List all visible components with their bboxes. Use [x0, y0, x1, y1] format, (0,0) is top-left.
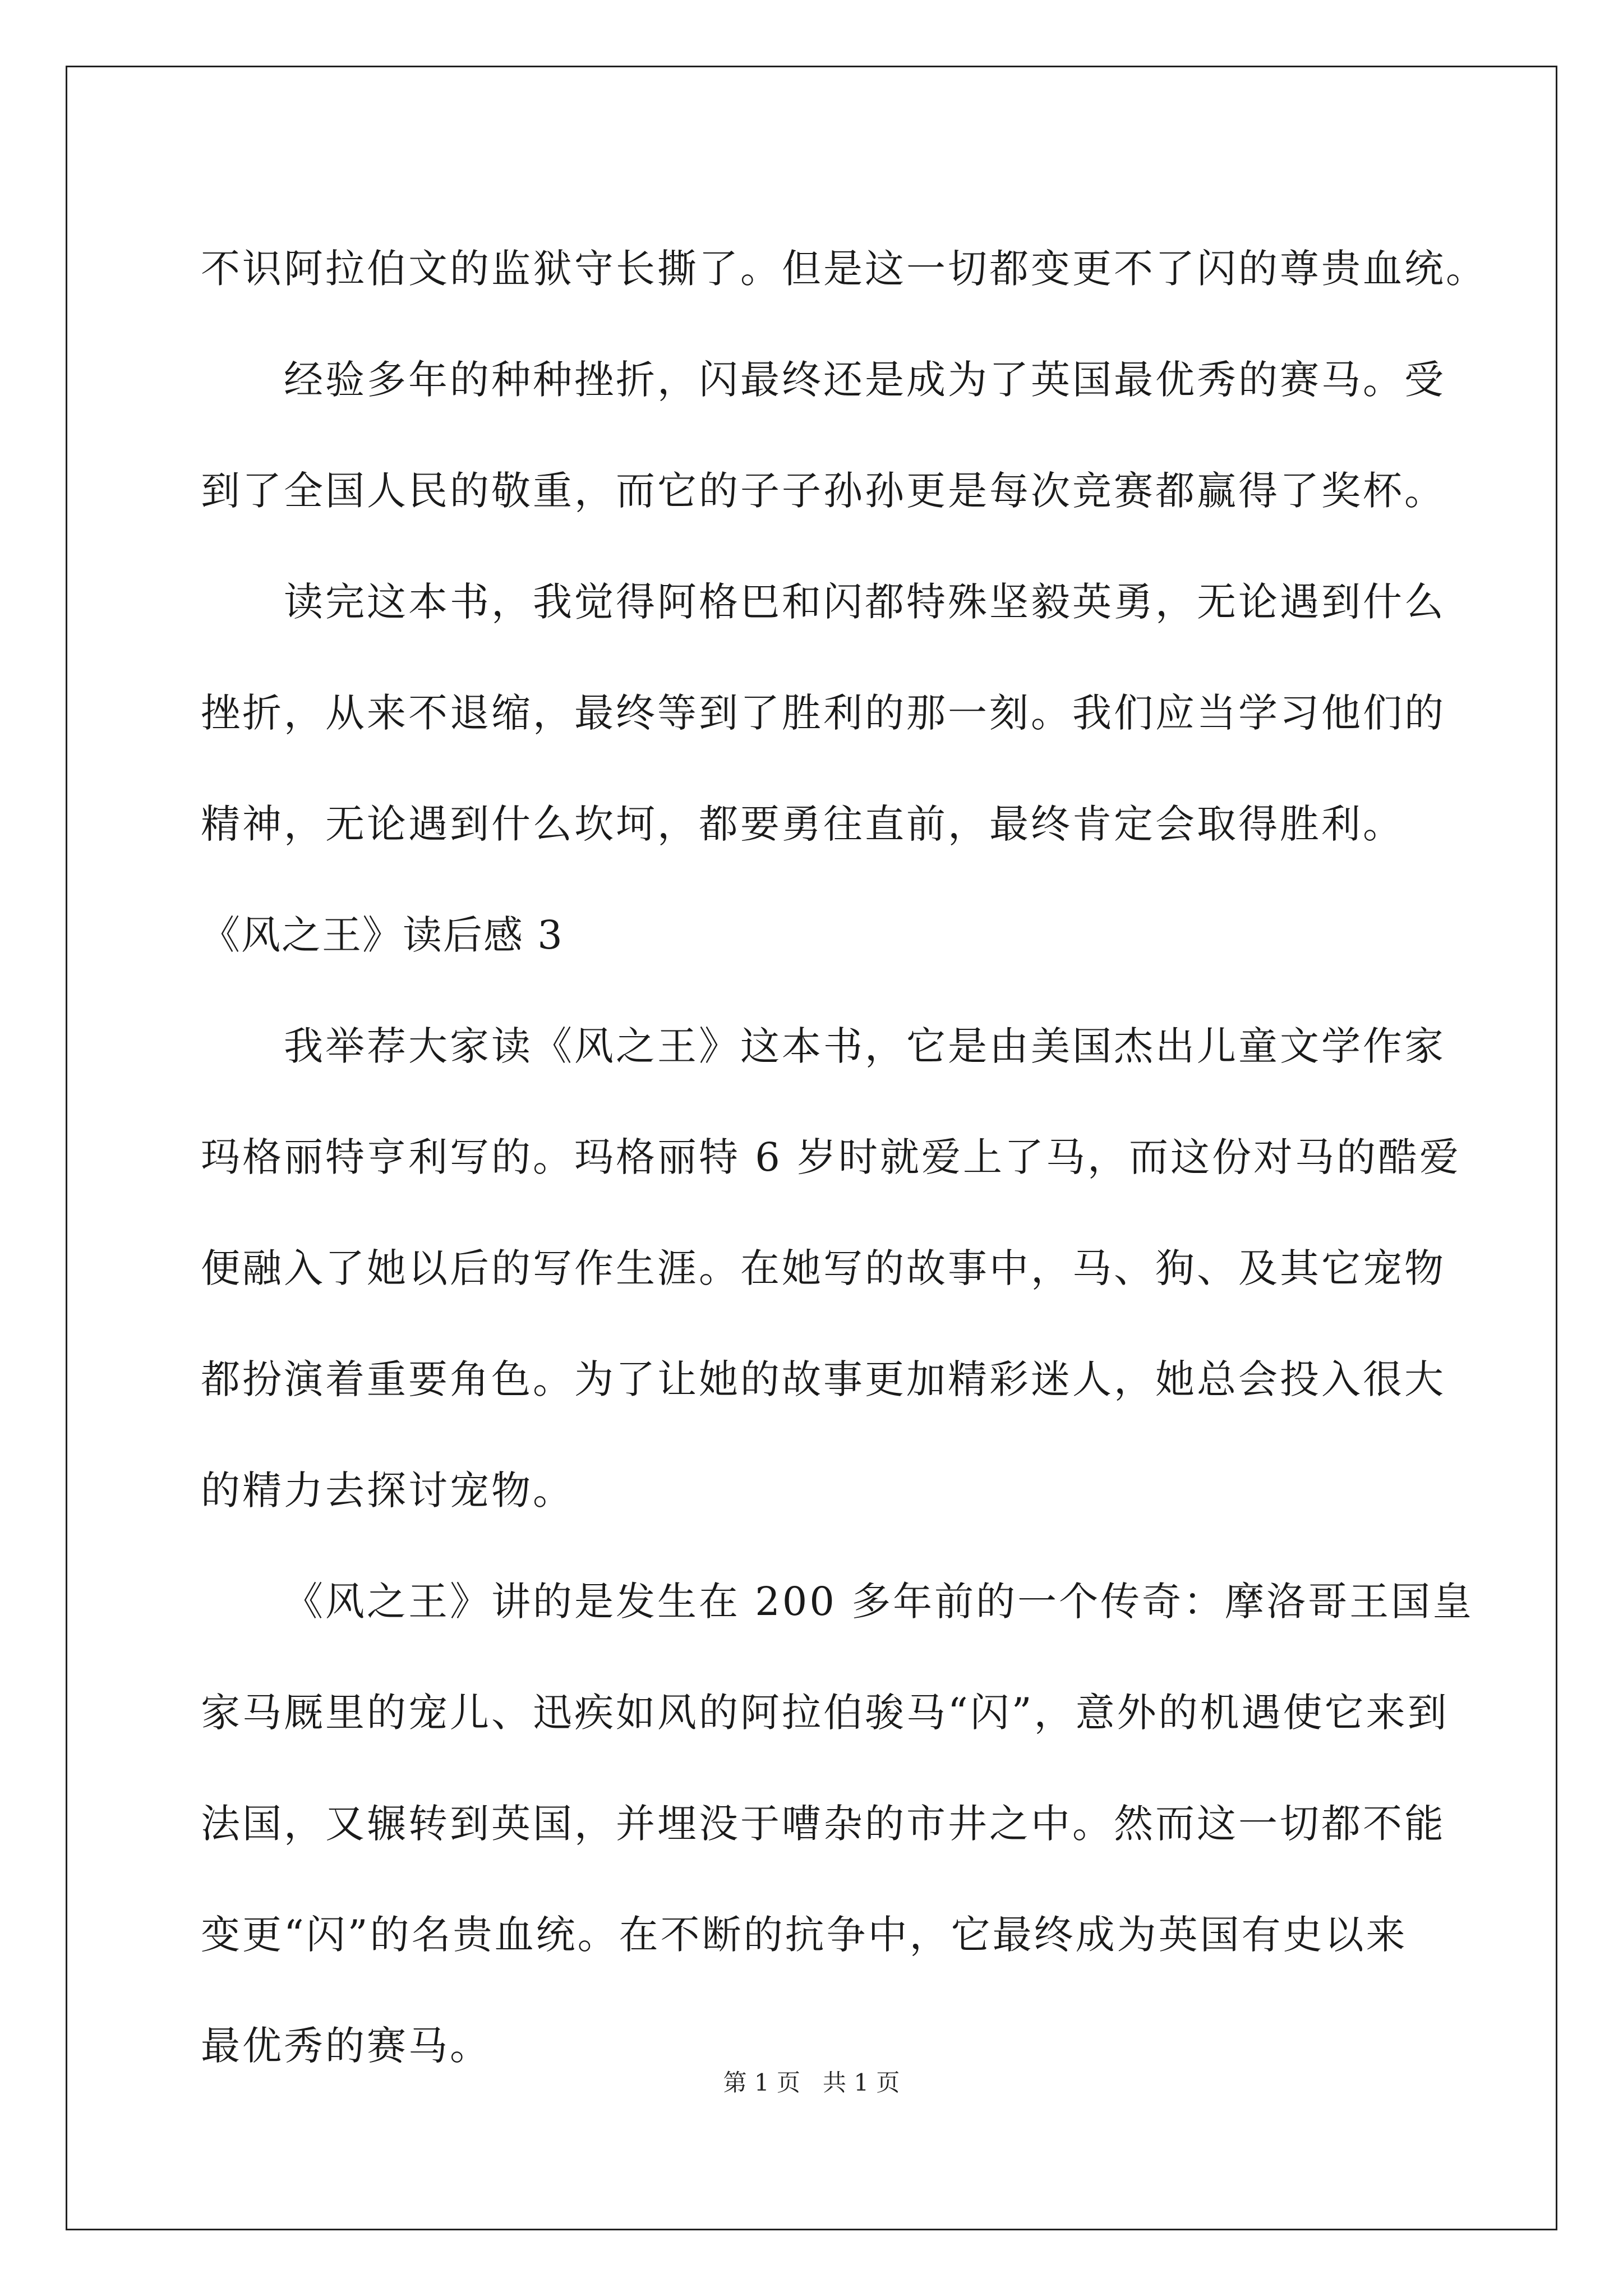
text-line: 我举荐大家读《风之王》这本书，它是由美国杰出儿童文学作家	[284, 1023, 1446, 1069]
page-number: 第 1 页	[723, 2069, 800, 2096]
section-heading: 《风之王》读后感 3	[201, 912, 564, 958]
text-line: 不识阿拉伯文的监狱守长撕了。但是这一切都变更不了闪的尊贵血统。	[201, 246, 1487, 292]
text-line: 都扮演着重要角色。为了让她的故事更加精彩迷人，她总会投入很大	[201, 1356, 1446, 1402]
text-line: 经验多年的种种挫折，闪最终还是成为了英国最优秀的赛马。受	[284, 357, 1446, 403]
text-line: 最优秀的赛马。	[201, 2023, 491, 2069]
text-line: 便融入了她以后的写作生涯。在她写的故事中，马、狗、及其它宠物	[201, 1245, 1446, 1291]
text-line: 法国，又辗转到英国，并埋没于嘈杂的市井之中。然而这一切都不能	[201, 1801, 1446, 1847]
text-line: 的精力去探讨宠物。	[201, 1467, 574, 1513]
text-line: 到了全国人民的敬重，而它的子子孙孙更是每次竞赛都赢得了奖杯。	[201, 468, 1446, 514]
text-line: 挫折，从来不退缩，最终等到了胜利的那一刻。我们应当学习他们的	[201, 690, 1446, 736]
page-total: 共 1 页	[823, 2069, 900, 2096]
text-line: 玛格丽特亨利写的。玛格丽特 6 岁时就爱上了马，而这份对马的酷爱	[201, 1134, 1461, 1180]
text-line: 精神，无论遇到什么坎坷，都要勇往直前，最终肯定会取得胜利。	[201, 801, 1404, 847]
text-line: 《风之王》讲的是发生在 200 多年前的一个传奇：摩洛哥王国皇	[284, 1579, 1474, 1625]
page-footer	[0, 2064, 1623, 2098]
text-line: 读完这本书，我觉得阿格巴和闪都特殊坚毅英勇，无论遇到什么	[284, 579, 1446, 625]
text-line: 变更“闪”的名贵血统。在不断的抗争中，它最终成为英国有史以来	[201, 1912, 1408, 1958]
text-line: 家马厩里的宠儿、迅疾如风的阿拉伯骏马“闪”，意外的机遇使它来到	[201, 1690, 1449, 1736]
document-body	[201, 213, 1487, 2101]
